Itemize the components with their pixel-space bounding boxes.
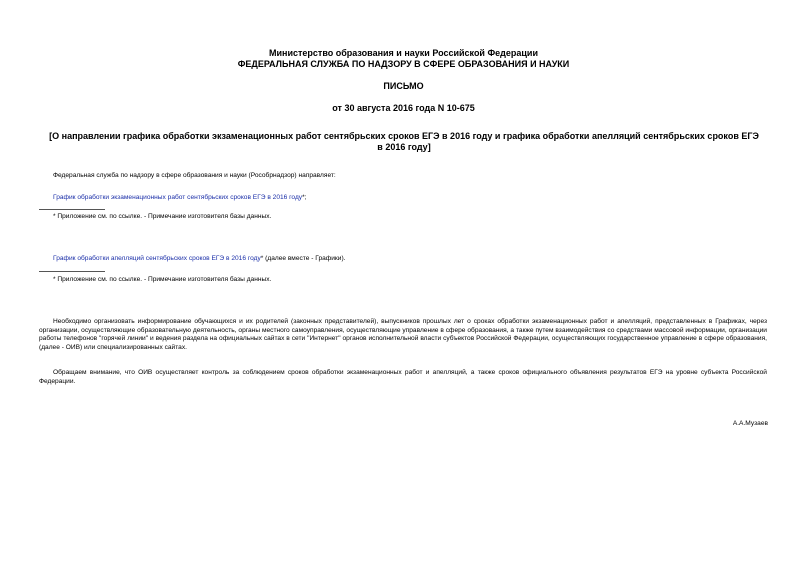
document-date-number: от 30 августа 2016 года N 10-675 bbox=[332, 103, 475, 113]
footnote-divider bbox=[39, 209, 105, 210]
document-type: ПИСЬМО bbox=[383, 81, 424, 91]
document-subject: [О направлении графика обработки экзаменационных работ сентябрьских сроков ЕГЭ в 2016 году и графика обработки апелляций сентябрьских сроков ЕГЭ в 2016 году] bbox=[49, 131, 759, 152]
footnote: * Приложение см. по ссылке. - Примечание изготовителя базы данных. bbox=[53, 213, 272, 220]
footnote: * Приложение см. по ссылке. - Примечание изготовителя базы данных. bbox=[53, 276, 272, 283]
appendix-link-appeals-schedule[interactable]: График обработки апелляций сентябрьских сроков ЕГЭ в 2016 году bbox=[53, 255, 261, 262]
item-suffix: *; bbox=[302, 194, 307, 201]
appendix-link-exam-schedule[interactable]: График обработки экзаменационных работ сентябрьских сроков ЕГЭ в 2016 году bbox=[53, 194, 303, 201]
intro-text: Федеральная служба по надзору в сфере образования и науки (Рособрнадзор) направляет: bbox=[53, 172, 336, 179]
paragraph-information: Необходимо организовать информирование обучающихся и их родителей (законных представителей), выпускников прошлых лет о сроках обработки экзаменационных работ и апелляций, представленных в Графиках, через организации, осуществляющие образовательную деятельность, органы местного самоуправления, осуществляющие управление в сфере образования, а также путем взаимодействия со средствами массовой информации, организации работы телефонов "горячей линии" и ведения раздела на официальных сайтах в сети "Интернет" органов исполнительной власти субъектов Российской Федерации, осуществляющих государственное управление в сфере образования, (далее - ОИВ) или специализированных сайтах. bbox=[39, 318, 767, 351]
item-suffix: * (далее вместе - Графики). bbox=[260, 255, 346, 262]
footnote-divider bbox=[39, 271, 105, 272]
service-name: ФЕДЕРАЛЬНАЯ СЛУЖБА ПО НАДЗОРУ В СФЕРЕ ОБРАЗОВАНИЯ И НАУКИ bbox=[237, 59, 570, 69]
ministry-name: Министерство образования и науки Российской Федерации bbox=[269, 48, 538, 58]
list-item bbox=[53, 255, 346, 264]
list-item bbox=[53, 194, 307, 203]
paragraph-control: Обращаем внимание, что ОИВ осуществляет контроль за соблюдением сроков обработки экзаменационных работ и апелляций, а также сроков официального объявления результатов ЕГЭ на уровне субъекта Российской Федерации. bbox=[39, 369, 767, 385]
signature: А.А.Музаев bbox=[732, 420, 768, 427]
